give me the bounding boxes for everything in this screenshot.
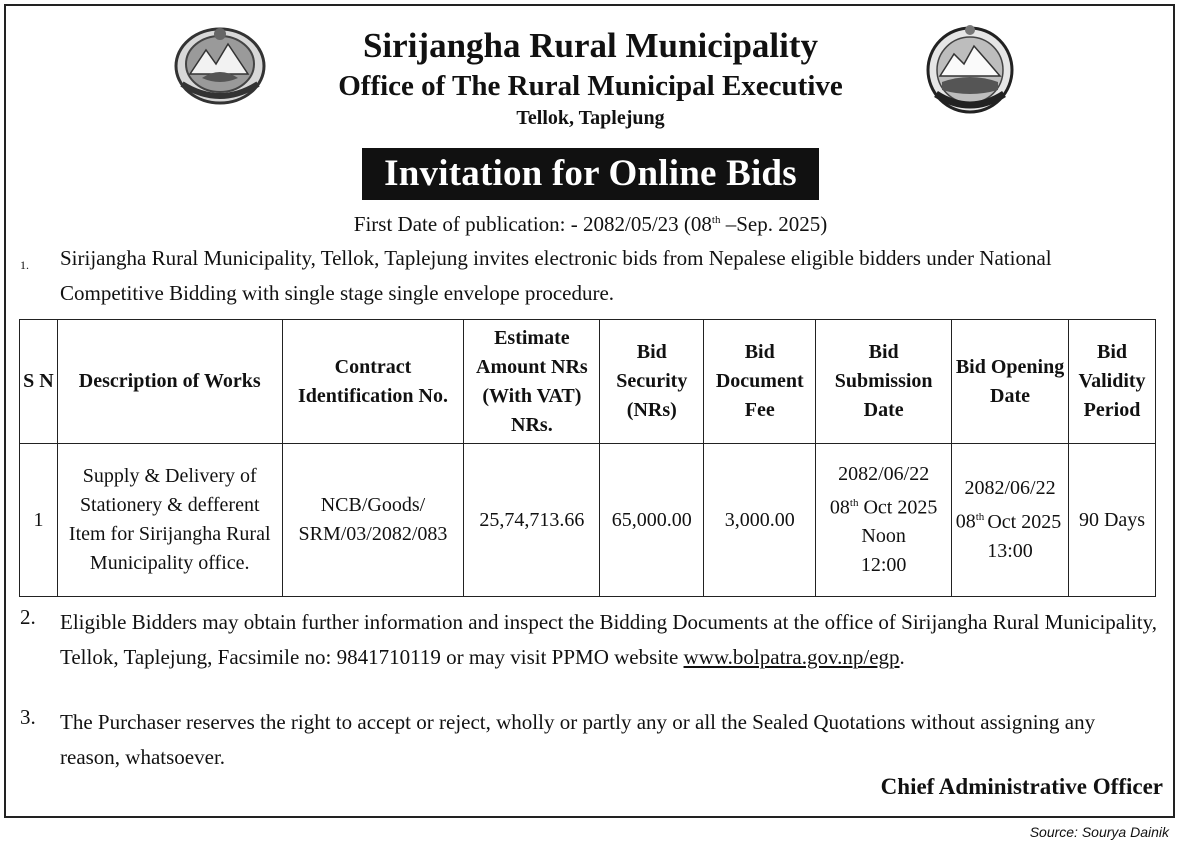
col-header-description: Description of Works — [57, 320, 282, 444]
col-header-opening: Bid Opening Date — [952, 320, 1069, 444]
publication-date: First Date of publication: - 2082/05/23 (08th –Sep. 2025) — [353, 212, 828, 236]
col-header-validity: Bid Validity Period — [1069, 320, 1156, 444]
table-row — [20, 444, 1156, 597]
source-credit: Source: Sourya Dainik — [1029, 824, 1169, 840]
bids-table — [19, 319, 1156, 597]
col-header-submission: Bid Submission Date — [816, 320, 952, 444]
table-header-row — [20, 320, 1156, 444]
col-header-sn: S N — [20, 320, 58, 444]
cell-sn: 1 — [20, 444, 58, 597]
cell-opening: 2082/06/22 08thOct 2025 13:00 — [952, 444, 1069, 597]
paragraph-2: Eligible Bidders may obtain further information and inspect the Bidding Documents at the office of Sirijangha Rural Municipality, Tellok, Taplejung, Facsimile no: 9841710119 or may visit PPMO website www.bolpatra.gov.np/egp. — [60, 610, 1158, 669]
col-header-doc-fee: Bid Document Fee — [704, 320, 816, 444]
cell-validity: 90 Days — [1069, 444, 1156, 597]
col-header-security: Bid Security (NRs) — [600, 320, 704, 444]
cell-estimate: 25,74,713.66 — [464, 444, 600, 597]
cell-description: Supply & Delivery of Stationery & defferent Item for Sirijangha Rural Municipality office. — [57, 444, 282, 597]
ppmo-website-link[interactable]: www.bolpatra.gov.np/egp — [683, 645, 900, 669]
col-header-contract: Contract Identification No. — [282, 320, 464, 444]
paragraph-1: Sirijangha Rural Municipality, Tellok, Taplejung invites electronic bids from Nepalese eligible bidders under National Competitive Bidding with single stage single envelope procedure. — [60, 246, 1052, 305]
office-name: Office of The Rural Municipal Executive — [338, 70, 843, 102]
cell-submission: 2082/06/22 08th Oct 2025 Noon 12:00 — [816, 444, 952, 597]
cell-security: 65,000.00 — [600, 444, 704, 597]
notice-title-banner: Invitation for Online Bids — [362, 148, 819, 200]
office-location: Tellok, Taplejung — [516, 107, 665, 129]
cell-contract: NCB/Goods/ SRM/03/2082/083 — [282, 444, 464, 597]
paragraph-1-number: 1. — [20, 258, 29, 272]
paragraph-2-number: 2. — [20, 605, 36, 629]
paragraph-3-number: 3. — [20, 705, 36, 729]
col-header-estimate: Estimate Amount NRs (With VAT) NRs. — [464, 320, 600, 444]
paragraph-3: The Purchaser reserves the right to accept or reject, wholly or partly any or all the Sealed Quotations without assigning any reason, whatsoever. — [60, 710, 1096, 769]
organization-name: Sirijangha Rural Municipality — [362, 26, 819, 65]
signatory-title: Chief Administrative Officer — [880, 774, 1163, 799]
cell-doc-fee: 3,000.00 — [704, 444, 816, 597]
